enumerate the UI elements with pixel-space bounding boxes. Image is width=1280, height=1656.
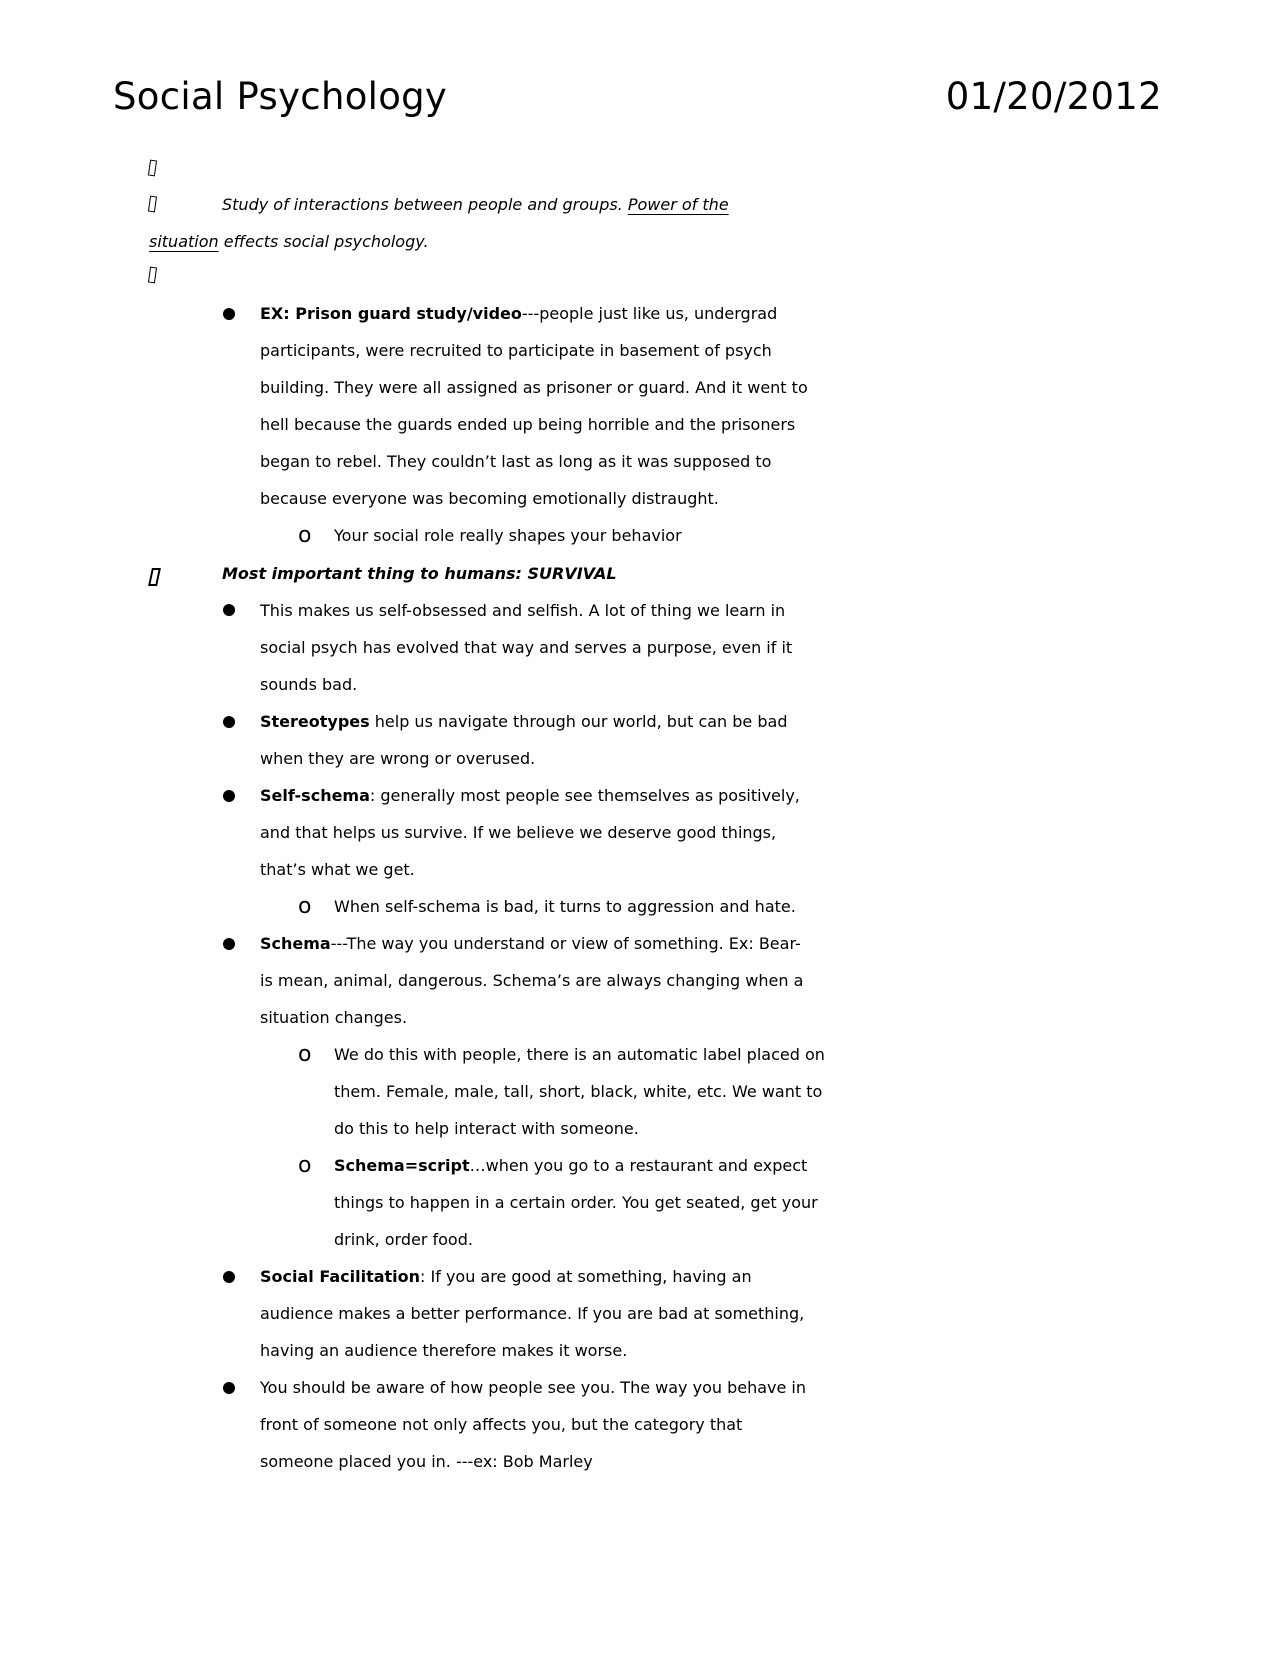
list-item: Stereotypes help us navigate through our world, but can be bad bbox=[260, 712, 788, 731]
section-heading: Most important thing to humans: SURVIVAL bbox=[222, 564, 617, 583]
intro-line: Study of interactions between people and groups. Power of the bbox=[222, 195, 729, 214]
sub-list-item-line: things to happen in a certain order. You get seated, get your bbox=[334, 1193, 818, 1212]
list-item: You should be aware of how people see you. The way you behave in bbox=[260, 1378, 807, 1397]
sub-list-item-line: drink, order food. bbox=[334, 1230, 473, 1249]
page-title: Social Psychology bbox=[113, 75, 448, 118]
list-item-line: front of someone not only affects you, but the category that bbox=[260, 1415, 743, 1434]
missing-glyph-icon bbox=[148, 160, 157, 177]
sub-bullet-marker: o bbox=[298, 1042, 312, 1067]
list-item-line: situation changes. bbox=[260, 1008, 408, 1027]
bullet-icon bbox=[223, 308, 235, 320]
page-date: 01/20/2012 bbox=[945, 75, 1162, 118]
sub-list-item: Your social role really shapes your behavior bbox=[334, 526, 682, 545]
list-item-line: hell because the guards ended up being horrible and the prisoners bbox=[260, 415, 796, 434]
list-item-line: building. They were all assigned as prisoner or guard. And it went to bbox=[260, 378, 808, 397]
list-item-line: and that helps us survive. If we believe we deserve good things, bbox=[260, 823, 777, 842]
list-item-line: social psych has evolved that way and serves a purpose, even if it bbox=[260, 638, 793, 657]
list-item: Social Facilitation: If you are good at something, having an bbox=[260, 1267, 752, 1286]
sub-list-item-line: do this to help interact with someone. bbox=[334, 1119, 639, 1138]
sub-bullet-marker: o bbox=[298, 894, 312, 919]
bullet-icon bbox=[223, 790, 235, 802]
list-item-line: someone placed you in. ---ex: Bob Marley bbox=[260, 1452, 593, 1471]
list-item-line: sounds bad. bbox=[260, 675, 358, 694]
bullet-icon bbox=[223, 716, 235, 728]
list-item-line: is mean, animal, dangerous. Schema’s are always changing when a bbox=[260, 971, 804, 990]
sub-list-item: Schema=script…when you go to a restaurant and expect bbox=[334, 1156, 808, 1175]
list-item: Schema---The way you understand or view of something. Ex: Bear- bbox=[260, 934, 801, 953]
list-item-line: participants, were recruited to participate in basement of psych bbox=[260, 341, 772, 360]
list-item-line: when they are wrong or overused. bbox=[260, 749, 536, 768]
list-item: This makes us self-obsessed and selfish. A lot of thing we learn in bbox=[260, 601, 786, 620]
sub-list-item: We do this with people, there is an automatic label placed on bbox=[334, 1045, 825, 1064]
list-item-line: because everyone was becoming emotionally distraught. bbox=[260, 489, 719, 508]
sub-list-item-line: them. Female, male, tall, short, black, white, etc. We want to bbox=[334, 1082, 823, 1101]
missing-glyph-icon bbox=[148, 196, 157, 213]
sub-list-item: When self-schema is bad, it turns to aggression and hate. bbox=[334, 897, 796, 916]
list-item: Self-schema: generally most people see themselves as positively, bbox=[260, 786, 800, 805]
missing-glyph-icon bbox=[148, 267, 157, 284]
bullet-icon bbox=[223, 1271, 235, 1283]
list-item: EX: Prison guard study/video---people just like us, undergrad bbox=[260, 304, 778, 323]
bullet-icon bbox=[223, 938, 235, 950]
list-item-line: began to rebel. They couldn’t last as long as it was supposed to bbox=[260, 452, 772, 471]
intro-line: situation effects social psychology. bbox=[149, 232, 429, 251]
bullet-icon bbox=[223, 604, 235, 616]
missing-glyph-icon bbox=[148, 568, 161, 586]
list-item-line: that’s what we get. bbox=[260, 860, 415, 879]
bullet-icon bbox=[223, 1382, 235, 1394]
list-item-line: audience makes a better performance. If you are bad at something, bbox=[260, 1304, 805, 1323]
sub-bullet-marker: o bbox=[298, 523, 312, 548]
list-item-line: having an audience therefore makes it worse. bbox=[260, 1341, 628, 1360]
sub-bullet-marker: o bbox=[298, 1153, 312, 1178]
